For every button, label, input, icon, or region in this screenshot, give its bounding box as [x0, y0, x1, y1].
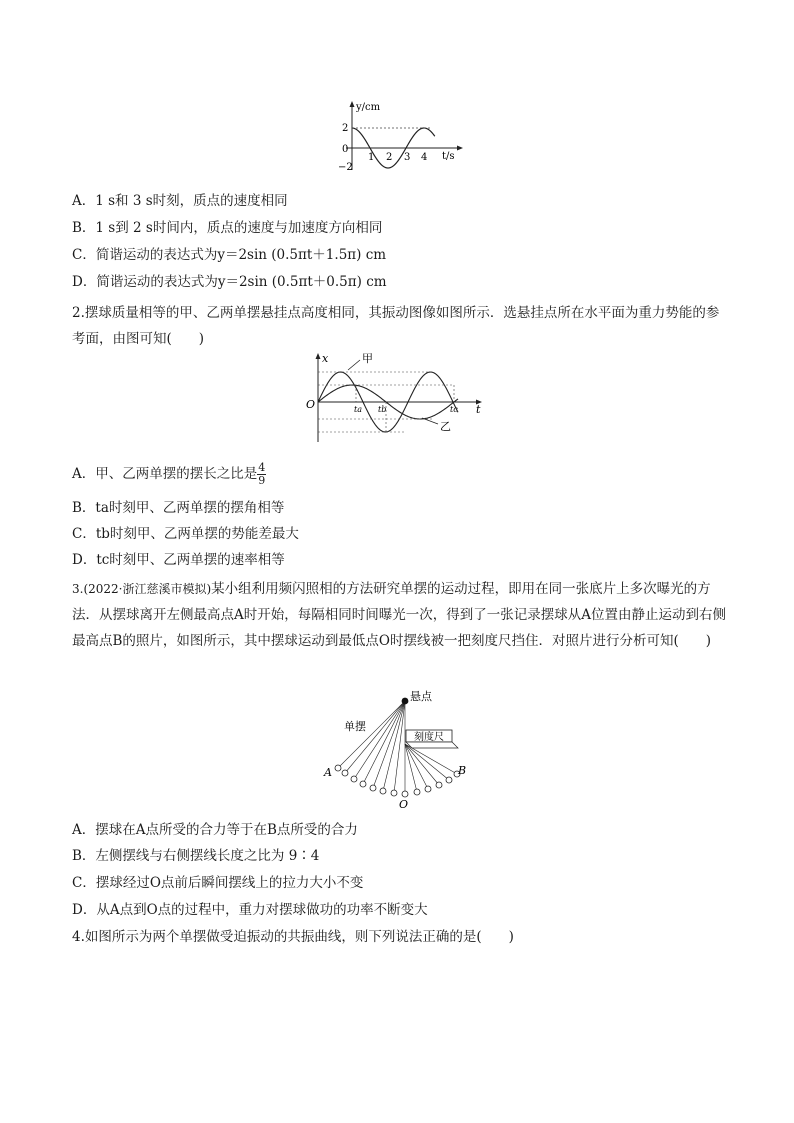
point-o-label: O: [399, 798, 409, 811]
pendulum-ball: [425, 786, 431, 792]
pendulum-string: [363, 701, 405, 784]
pendulum-ball: [402, 791, 408, 797]
q2-option-a: [72, 462, 732, 487]
t-tick-4: 4: [421, 152, 428, 163]
ruler-label: 刻度尺: [414, 732, 444, 743]
q1-option-c: C．简谐运动的表达式为y＝2sin (0.5πt＋1.5π) cm: [72, 247, 387, 263]
pendulum-ball: [436, 782, 442, 788]
fraction-4-9: [257, 462, 266, 487]
pendulum-ball: [446, 777, 452, 783]
q3-stem-text: 某小组利用频闪照相的方法研究单摆的运动过程，即用在同一张底片上多次曝光的方法．从摆球离开左侧最高点A时开始，每隔相同时间曝光一次，得到了一张记录摆球从A位置由静止运动到右侧最高点B的照片，如图所示，其中摆球运动到最低点O时摆线被一把刻度尺挡住．对照片进行分析可知( ): [72, 581, 726, 649]
fraction-numerator: 4: [258, 461, 266, 474]
y-tick-0: 0: [342, 144, 349, 155]
point-a-label: A: [324, 766, 332, 779]
tb-label: tb: [378, 405, 387, 414]
pendulum-ball: [351, 776, 357, 782]
tc-label: tc: [450, 405, 458, 414]
q1-option-d: D．简谐运动的表达式为y＝2sin (0.5πt＋0.5π) cm: [72, 274, 387, 290]
t-axis-label-2: t: [476, 403, 481, 416]
q3-source: 3.(2022·浙江慈溪市模拟): [72, 582, 212, 596]
q1-option-a: A．1 s和 3 s时刻，质点的速度相同: [72, 193, 288, 209]
y-tick-2: 2: [342, 123, 349, 134]
figure-2-vibration-graph: [304, 350, 494, 446]
q2-option-d: D．tc时刻甲、乙两单摆的速率相等: [72, 552, 285, 568]
pendulum-ball: [335, 765, 341, 771]
ta-label: ta: [354, 405, 362, 414]
pendulum-string: [338, 701, 405, 768]
fraction-denominator: 9: [258, 474, 266, 487]
pivot-label: 悬点: [410, 690, 432, 703]
q3-option-d: D．从A点到O点的过程中，重力对摆球做功的功率不断变大: [72, 902, 428, 918]
pendulum-ball: [391, 790, 397, 796]
q2-option-b: B．ta时刻甲、乙两单摆的摆角相等: [72, 500, 285, 516]
x-axis-label: x: [322, 352, 329, 365]
q3-option-c: C．摆球经过O点前后瞬间摆线上的拉力大小不变: [72, 875, 364, 891]
origin-label: O: [306, 398, 316, 411]
q3-option-b: B．左侧摆线与右侧摆线长度之比为 9∶4: [72, 848, 320, 864]
pendulum-ball: [360, 781, 366, 787]
pendulum-ball: [370, 785, 376, 791]
pendulum-ball: [380, 788, 386, 794]
t-axis-label: t/s: [442, 151, 455, 162]
yi-label: 乙: [440, 420, 451, 433]
q4-stem: 4.如图所示为两个单摆做受迫振动的共振曲线，则下列说法正确的是( ): [72, 929, 514, 945]
figure-1-sine-graph: [330, 98, 470, 178]
jia-label: 甲: [362, 352, 373, 365]
q2-option-c: C．tb时刻甲、乙两单摆的势能差最大: [72, 526, 299, 542]
q3-stem: [72, 576, 732, 654]
q2-stem: 2.摆球质量相等的甲、乙两单摆悬挂点高度相同，其振动图像如图所示．选悬挂点所在水平面为重力势能的参考面，由图可知( ): [72, 305, 720, 347]
y-axis-label: y/cm: [356, 102, 381, 113]
t-tick-2: 2: [386, 152, 393, 163]
y-tick-neg2: −2: [338, 162, 353, 173]
pendulum-label: 单摆: [344, 720, 366, 733]
q3-option-a: A．摆球在A点所受的合力等于在B点所受的合力: [72, 822, 358, 838]
t-tick-1: 1: [368, 152, 375, 163]
q1-option-b: B．1 s到 2 s时间内，质点的速度与加速度方向相同: [72, 220, 383, 236]
q2-option-a-text: A．甲、乙两单摆的摆长之比是: [72, 466, 258, 482]
pendulum-ball: [342, 770, 348, 776]
point-b-label: B: [458, 764, 467, 777]
pendulum-ball: [414, 789, 420, 795]
pendulum-string: [405, 744, 449, 780]
pendulum-string: [373, 701, 405, 788]
figure-3-pendulum: [310, 690, 480, 812]
t-tick-3: 3: [404, 152, 411, 163]
